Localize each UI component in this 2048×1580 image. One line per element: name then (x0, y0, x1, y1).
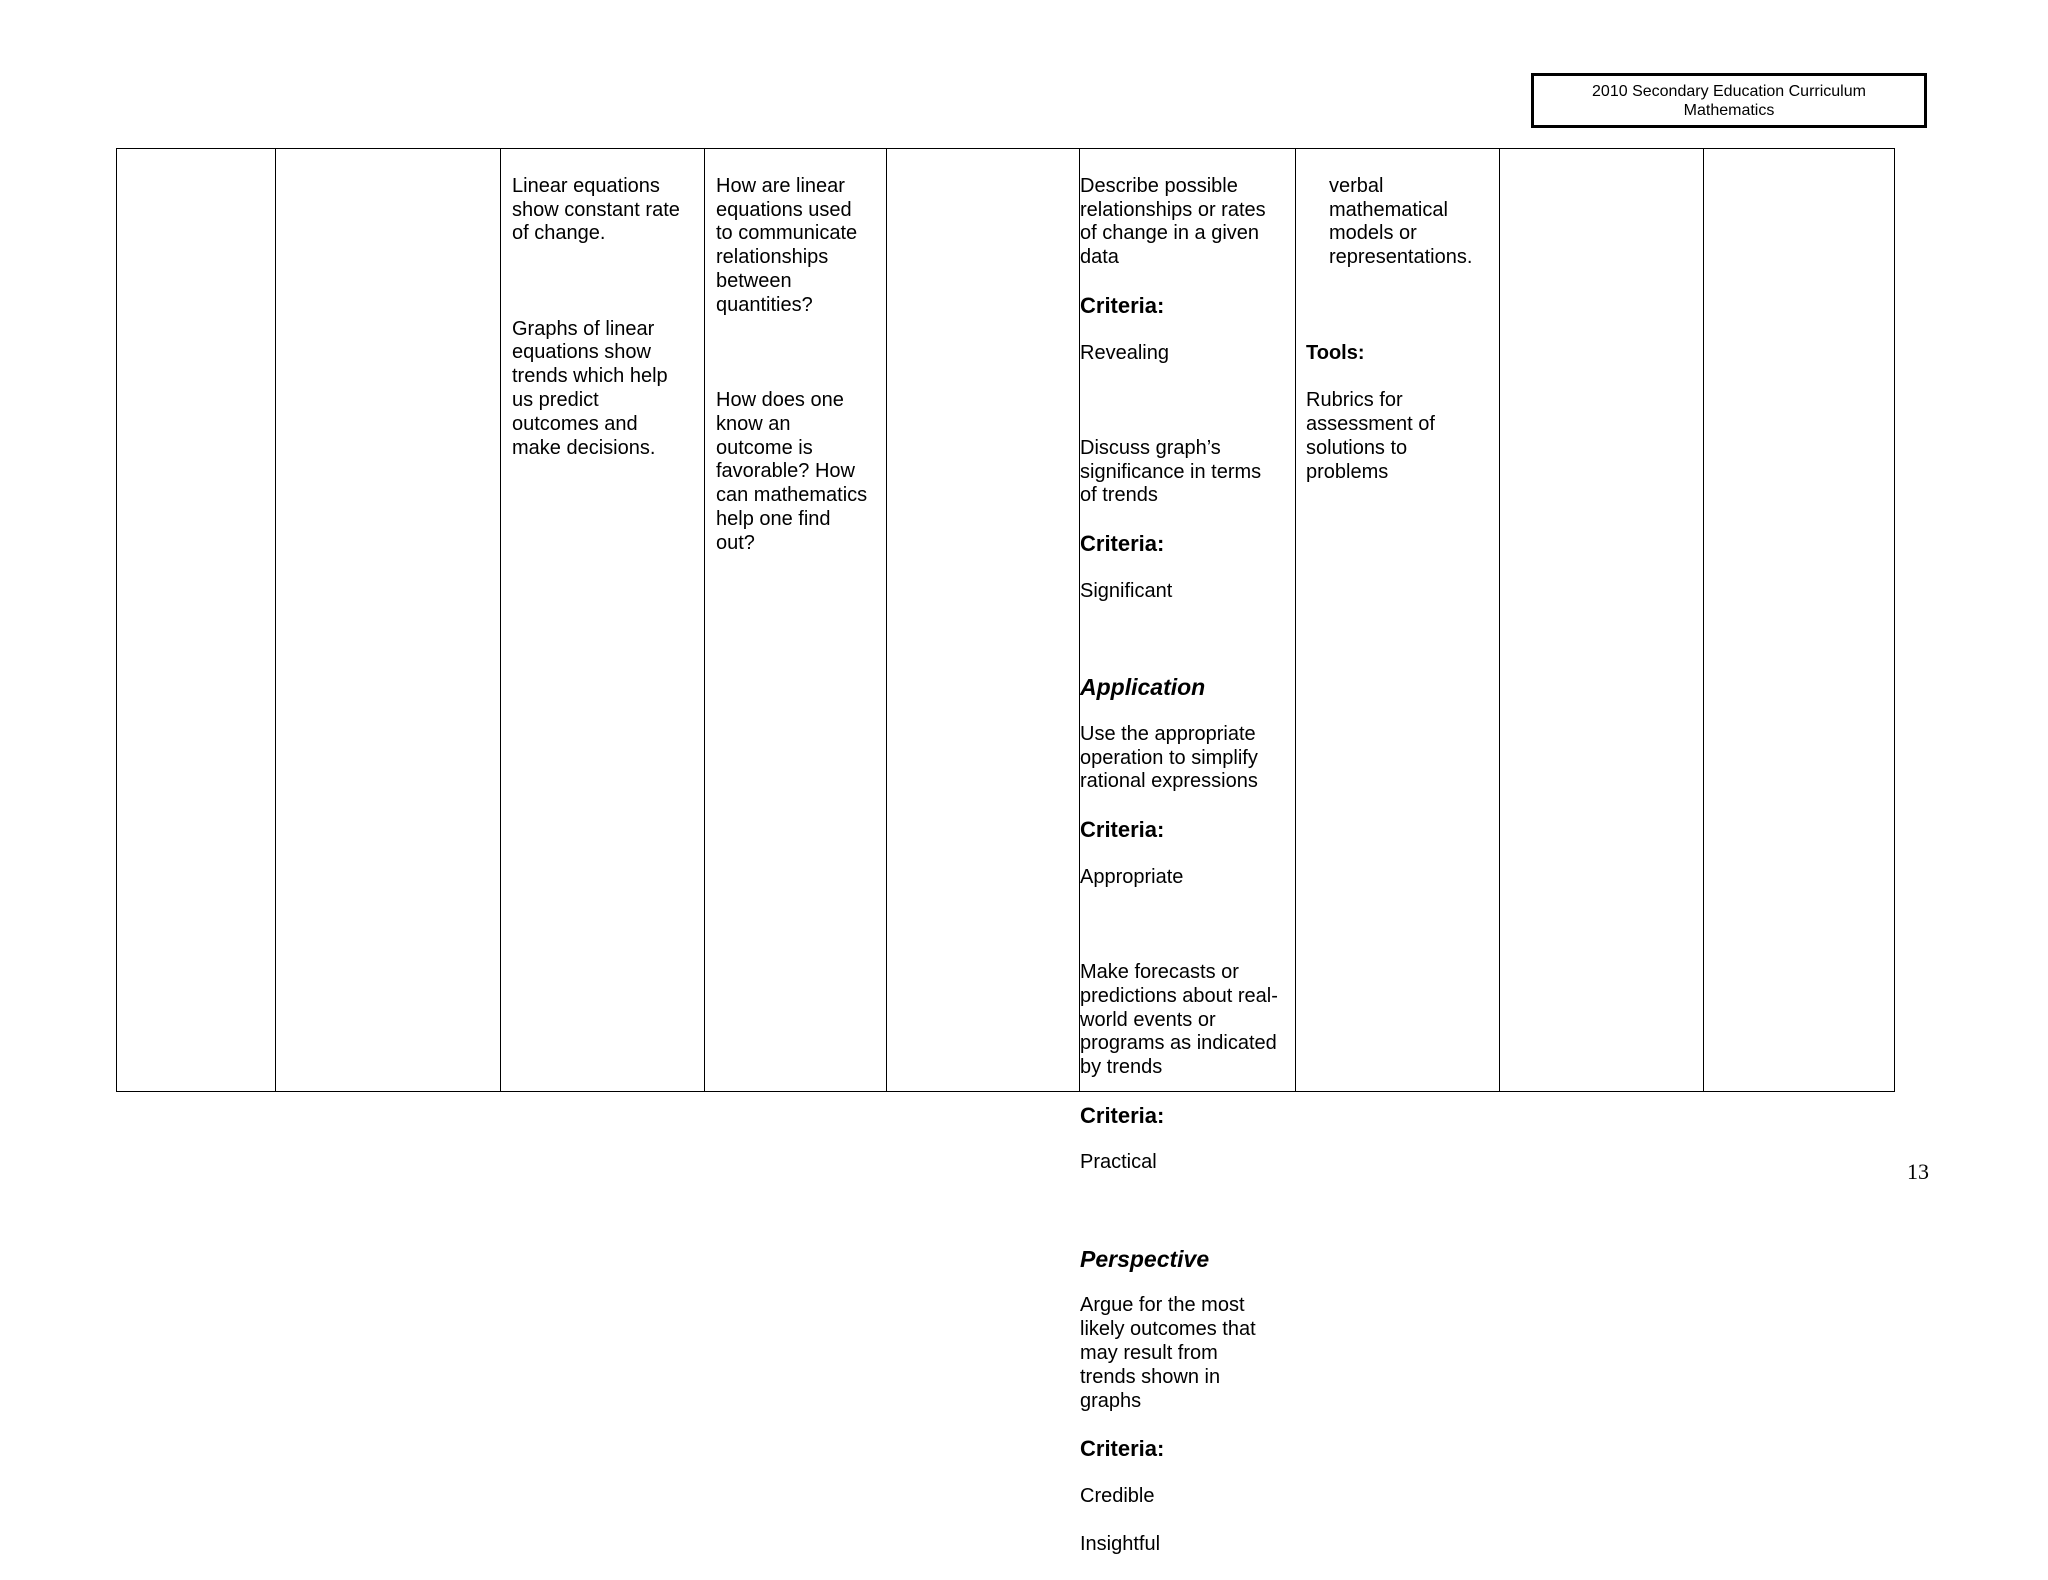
products-cell (1306, 151, 1496, 508)
criteria-value: Revealing (1080, 341, 1169, 364)
criteria-label: Criteria: (1080, 816, 1165, 842)
criteria-value: Credible (1080, 1485, 1155, 1508)
criteria-label: Criteria: (1080, 1102, 1165, 1128)
column-divider (500, 149, 501, 1091)
criteria-value: Practical (1080, 1151, 1157, 1174)
curriculum-header (1531, 73, 1927, 128)
column-divider (886, 149, 887, 1091)
criteria-value: Insightful (1080, 1532, 1161, 1555)
perspective-heading: Perspective (1080, 1245, 1210, 1272)
understanding-text: Graphs of linear equations show trends which help us predict outcomes and make decisions. (512, 317, 668, 459)
column-divider (1295, 149, 1296, 1091)
column-divider (1499, 149, 1500, 1091)
understanding-text: Linear equations show constant rate of change. (512, 174, 680, 245)
page-number: 13 (1907, 1159, 1929, 1184)
criteria-label: Criteria: (1080, 1436, 1165, 1462)
application-heading: Application (1080, 673, 1206, 700)
criteria-value: Appropriate (1080, 865, 1184, 888)
column-divider (1703, 149, 1704, 1091)
assessment-item: Describe possible relationships or rates of change in a given data (1080, 174, 1266, 269)
curriculum-table (116, 148, 1895, 1555)
curriculum-subject: Mathematics (1683, 101, 1775, 119)
assessment-item: Make forecasts or predictions about real- world events or programs as indicated by trends (1080, 960, 1278, 1079)
understandings-cell (512, 151, 697, 484)
question-text: How are linear equations used to communicate relationships between quantities? (716, 174, 858, 316)
assessment-item: Use the appropriate operation to simplify rational expressions (1080, 722, 1258, 793)
curriculum-title: 2010 Secondary Education Curriculum (1592, 82, 1866, 100)
criteria-label: Criteria: (1080, 292, 1165, 318)
criteria-value: Significant (1080, 579, 1173, 602)
column-divider (275, 149, 276, 1091)
question-text: How does one know an outcome is favorable? How can mathematics help one find out? (716, 388, 868, 554)
assessment-item: Argue for the most likely outcomes that may result from trends shown in graphs (1080, 1294, 1256, 1412)
assessment-item: Discuss graph’s significance in terms of trends (1080, 436, 1262, 507)
tools-label: Tools: (1306, 341, 1365, 364)
tools-text: Rubrics for assessment of solutions to problems (1306, 389, 1435, 483)
essential-questions-cell (716, 151, 881, 579)
column-divider (704, 149, 705, 1091)
assessment-cell (1080, 151, 1292, 1580)
criteria-label: Criteria: (1080, 530, 1165, 556)
product-text: verbal mathematical models or representations. (1329, 174, 1473, 269)
